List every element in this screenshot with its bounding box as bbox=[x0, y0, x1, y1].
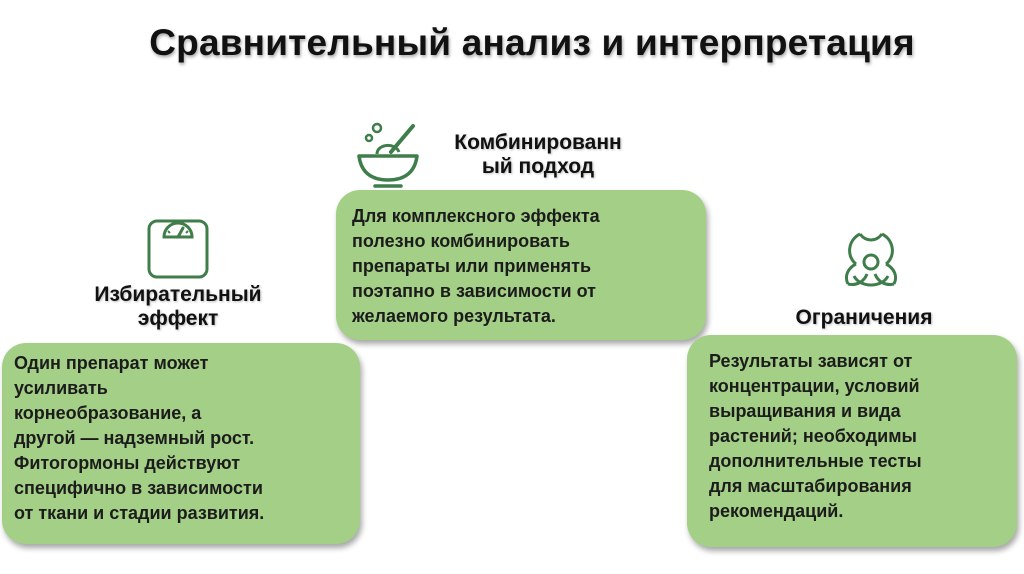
card-selective-effect bbox=[2, 343, 360, 544]
heading-selective-effect: Избирательный эффект bbox=[94, 283, 262, 330]
card-combined-approach bbox=[336, 190, 706, 340]
card-selective-effect-text: Один препарат может усиливать корнеобразование, а другой — надземный рост. Фитогормоны действуют специфично в зависимости от ткани и стадии развития. bbox=[14, 353, 265, 523]
card-limitations bbox=[687, 335, 1017, 547]
heading-combined-approach: Комбинированн ый подход bbox=[454, 131, 622, 178]
scale-icon bbox=[146, 211, 210, 281]
card-combined-approach-text: Для комплексного эффекта полезно комбинировать препараты или применять поэтапно в зависимости от желаемого результата. bbox=[352, 206, 600, 326]
page-title: Сравнительный анализ и интерпретация bbox=[149, 22, 915, 63]
biohazard-icon bbox=[834, 226, 908, 296]
heading-limitations: Ограничения bbox=[795, 306, 933, 329]
card-limitations-text: Результаты зависят от концентрации, условий выращивания и вида растений; необходимы дополнительные тесты для масштабирования рекомендаций. bbox=[709, 351, 922, 521]
mixing-bowl-icon bbox=[355, 120, 421, 190]
